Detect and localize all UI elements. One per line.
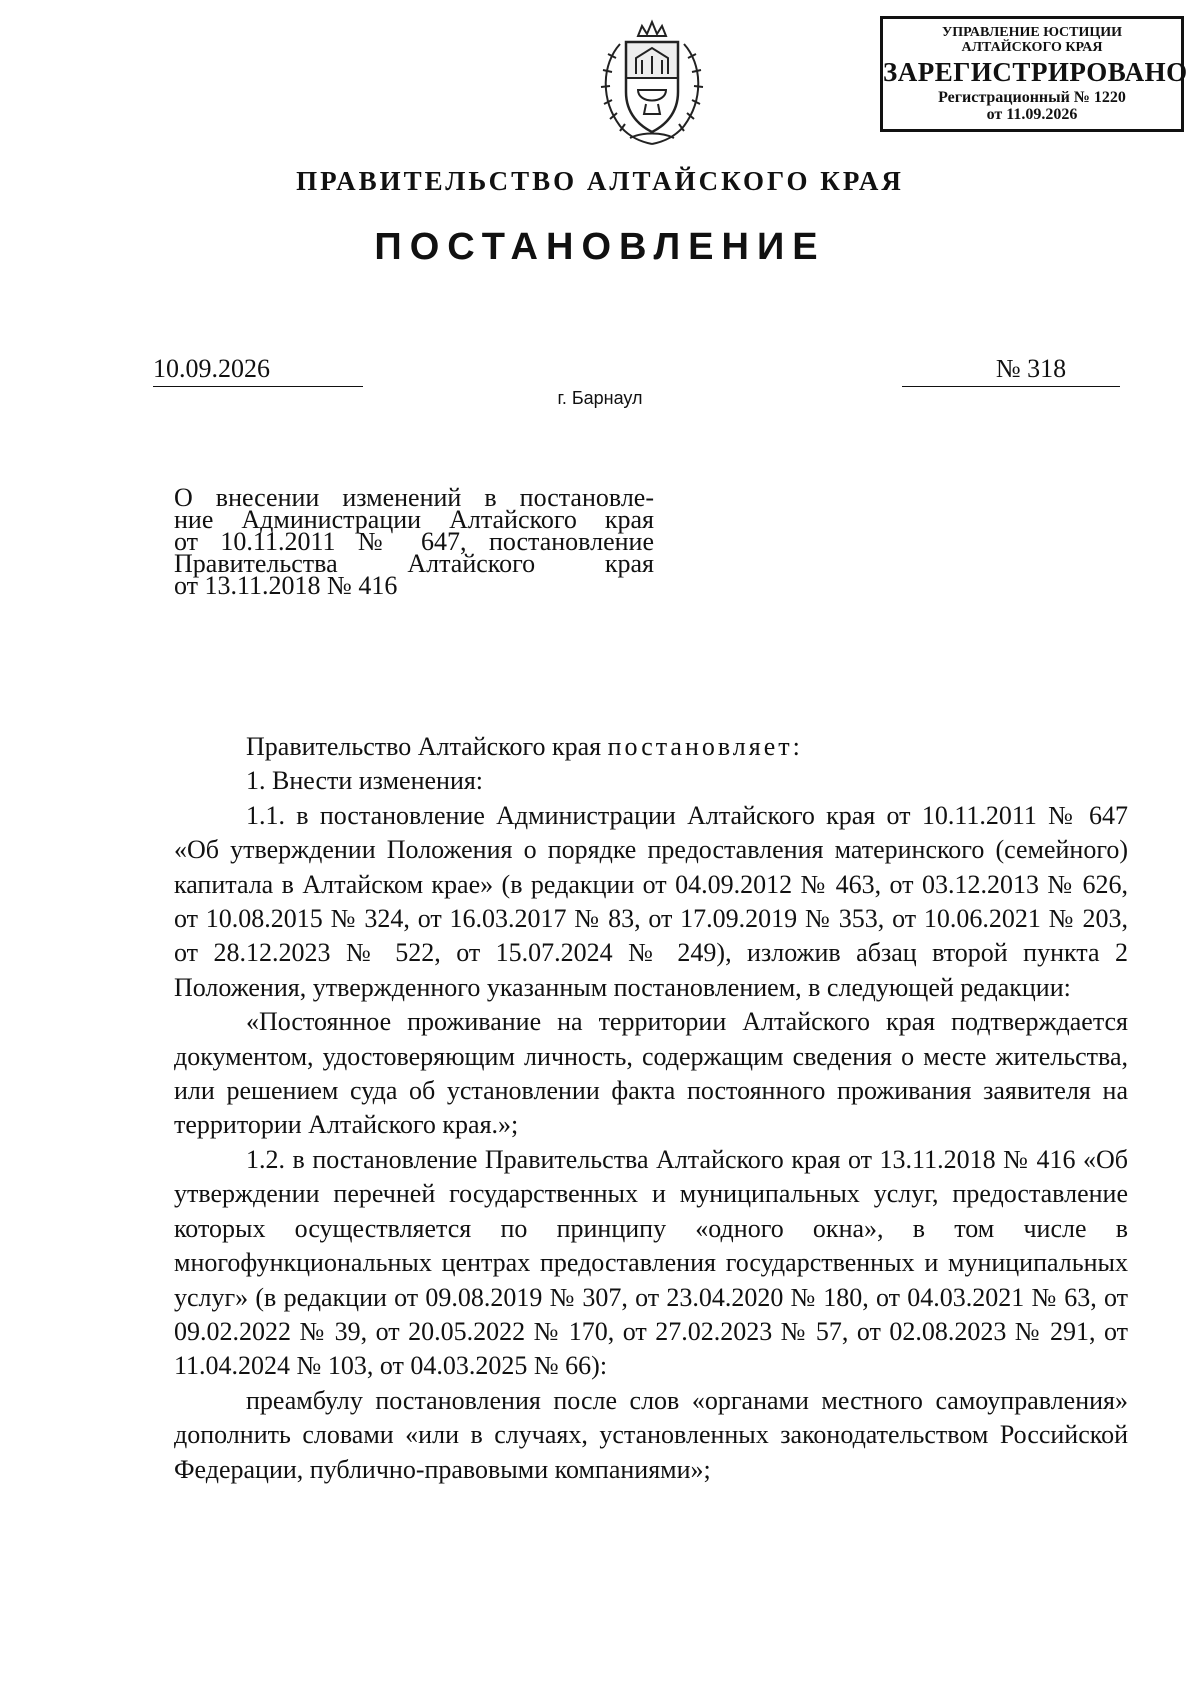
paragraph-1-1: 1.1. в постановление Администрации Алтайского края от 10.11.2011 № 647 «Об утверждении Положения о порядке предоставления материнского (семейного) капитала в Алтайском крае» (в редакции от 04.09.2012 № 463, от 03.12.2013 № 626, от 10.08.2015 № 324, от 16.03.2017 № 83, от 17.09.2019 № 353, от 10.06.2021 № 203, от 28.12.2023 № 522, от 15.07.2024 № 249), изложив абзац второй пункта 2 Положения, утвержденного указанным постановлением, в следующей редакции: bbox=[174, 800, 1128, 1002]
subject-line: Правительства Алтайского края bbox=[174, 549, 654, 578]
document-body bbox=[174, 730, 1128, 1487]
subject-line: ние Администрации Алтайского края bbox=[174, 505, 654, 534]
document-subject bbox=[174, 483, 654, 600]
subject-line: от 13.11.2018 № 416 bbox=[174, 571, 398, 600]
preamble-paragraph bbox=[174, 730, 1128, 764]
document-city: г. Барнаул bbox=[557, 388, 643, 408]
quoted-amendment: «Постоянное проживание на территории Алтайского края подтверждается документом, удостоверяющим личность, содержащим сведения о месте жительства, или решением суда об установлении факта постоянного проживания заявителя на территории Алтайского края.»; bbox=[174, 1007, 1128, 1140]
document-type-title: ПОСТАНОВЛЕНИЕ bbox=[374, 226, 826, 268]
paragraph-1: 1. Внести изменения: bbox=[246, 766, 484, 796]
government-name: ПРАВИТЕЛЬСТВО АЛТАЙСКОГО КРАЯ bbox=[296, 166, 904, 196]
preamble-amendment: преамбулу постановления после слов «органами местного самоуправления» дополнить словами «или в случаях, установленных законодательством Российской Федерации, публично-правовыми компаниями»; bbox=[174, 1385, 1128, 1484]
stamp-reg-number: Регистрационный № 1220 bbox=[938, 88, 1126, 106]
stamp-office-line2: АЛТАЙСКОГО КРАЯ bbox=[961, 39, 1103, 55]
preamble-verb: постановляет: bbox=[607, 732, 803, 761]
subject-line: О внесении изменений в постановле- bbox=[174, 483, 654, 512]
stamp-reg-date: от 11.09.2026 bbox=[986, 105, 1078, 123]
paragraph-1-2: 1.2. в постановление Правительства Алтайского края от 13.11.2018 № 416 «Об утверждении перечней государственных и муниципальных услуг, предоставление которых осуществляется по принципу «одного окна», в том числе в многофункциональных центрах предоставления государственных и муниципальных услуг» (в редакции от 09.08.2019 № 307, от 23.04.2020 № 180, от 04.03.2021 № 63, от 09.02.2022 № 39, от 20.05.2022 № 170, от 27.02.2023 № 57, от 02.08.2023 № 291, от 11.04.2024 № 103, от 04.03.2025 № 66): bbox=[174, 1144, 1128, 1381]
stamp-status: ЗАРЕГИСТРИРОВАНО bbox=[883, 57, 1188, 88]
document-number: № 318 bbox=[902, 354, 1120, 387]
stamp-office-line1: УПРАВЛЕНИЕ ЮСТИЦИИ bbox=[942, 25, 1122, 40]
registration-stamp bbox=[880, 16, 1188, 132]
document-date: 10.09.2026 bbox=[153, 354, 363, 387]
preamble-prefix: Правительство Алтайского края bbox=[246, 732, 608, 761]
coat-of-arms-emblem bbox=[590, 14, 714, 148]
subject-line: от 10.11.2011 № 647, постановление bbox=[174, 527, 654, 556]
